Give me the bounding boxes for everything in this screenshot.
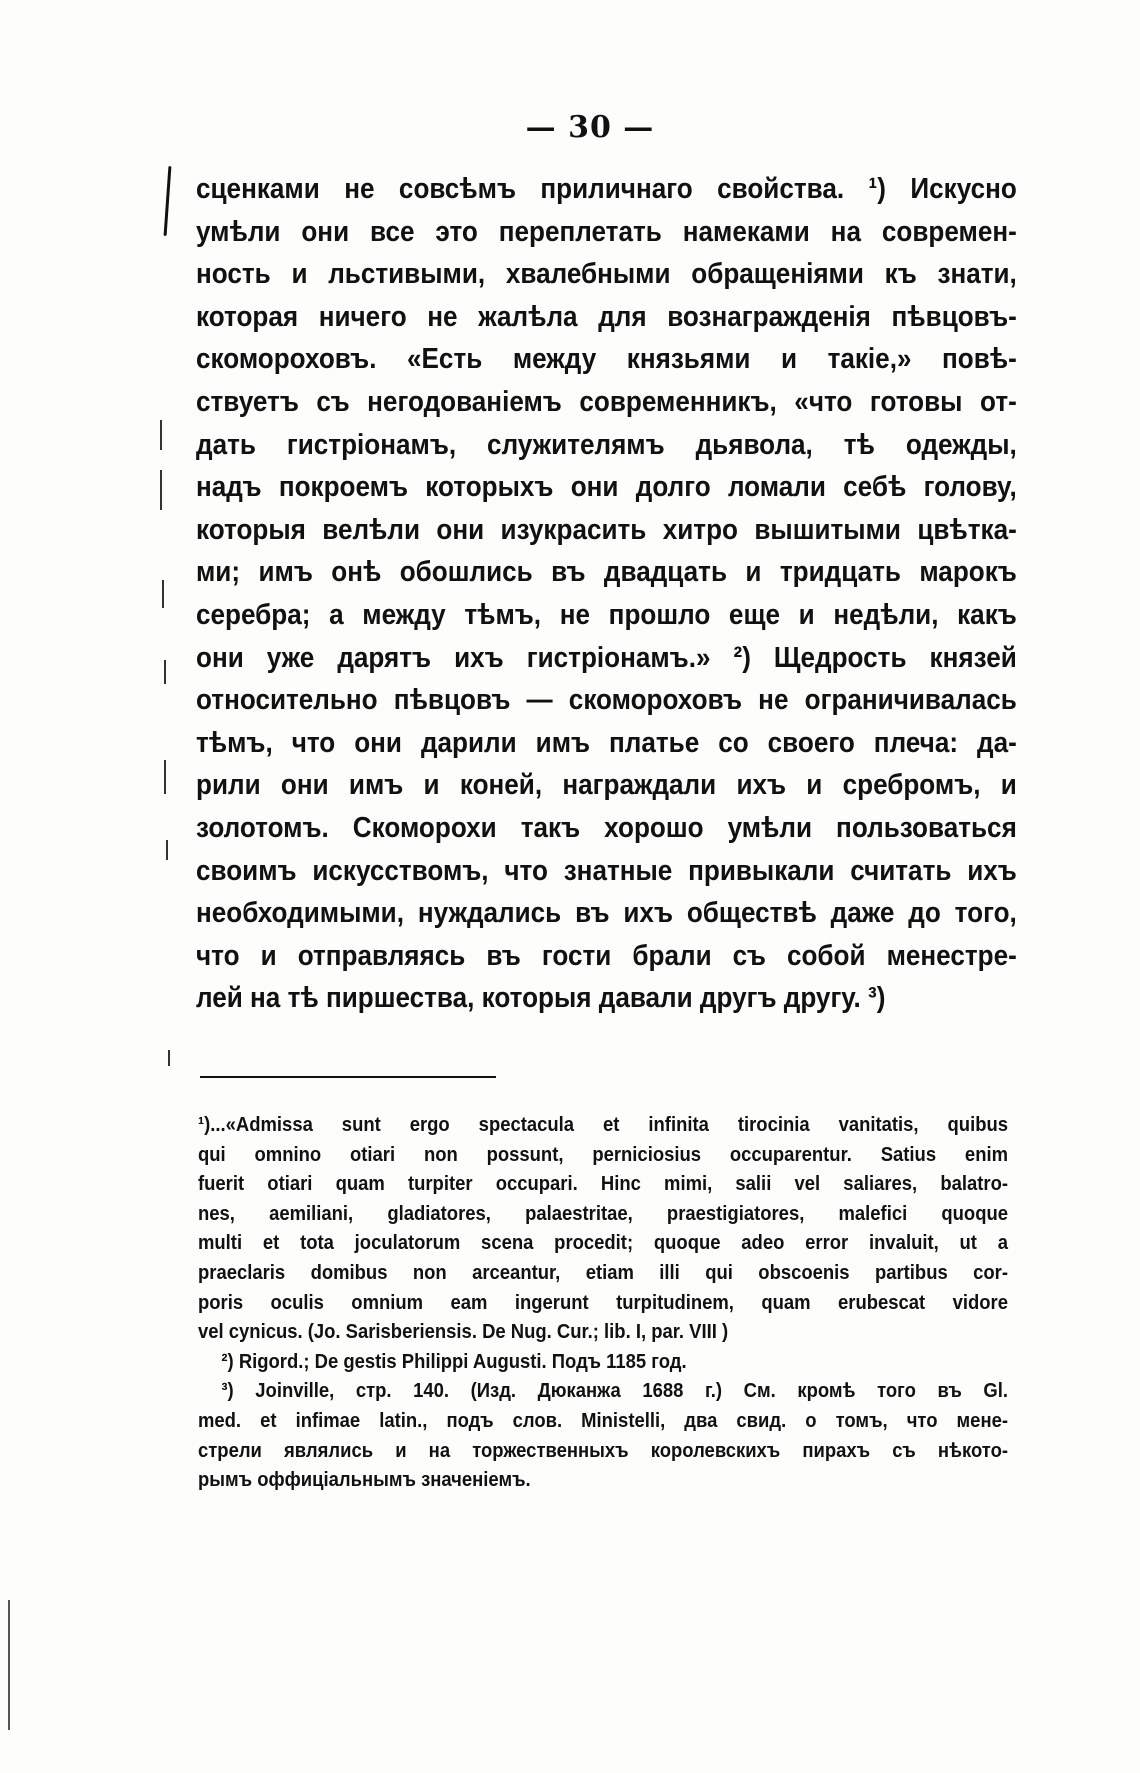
text-line: тѣмъ, что они дарили имъ платье со своего плеча: да- bbox=[196, 726, 1017, 759]
scan-mark bbox=[164, 760, 166, 794]
footnote-line: poris oculis omnium eam ingerunt turpitudinem, quam erubescat vidore bbox=[198, 1290, 1008, 1314]
text-line: ность и льстивыми, хвалебными обращеніями къ знати, bbox=[196, 258, 1017, 291]
text-line: которыя велѣли они изукрасить хитро вышитыми цвѣтка- bbox=[196, 513, 1017, 546]
text-line: лей на тѣ пиршества, которыя давали другъ другу. ³) bbox=[196, 982, 886, 1015]
text-line: надъ покроемъ которыхъ они долго ломали себѣ голову, bbox=[196, 471, 1017, 504]
footnote-line: ³) Joinville, стр. 140. (Изд. Дюканжа 1688 г.) См. кромѣ того въ Gl. bbox=[221, 1379, 1008, 1403]
page-number: — 30 — bbox=[525, 110, 655, 145]
text-line: сценками не совсѣмъ приличнаго свойства. ¹) Искусно bbox=[196, 173, 1017, 205]
text-line: ми; имъ онѣ обошлись въ двадцать и тридцать марокъ bbox=[196, 556, 1017, 589]
footnote-line: fuerit otiari quam turpiter occupari. Hinc mimi, salii vel saliares, balatro- bbox=[198, 1172, 1008, 1196]
text-line: которая ничего не жалѣла для вознагражденія пѣвцовъ- bbox=[196, 300, 1017, 333]
text-line: рили они имъ и коней, награждали ихъ и сребромъ, и bbox=[196, 769, 1017, 802]
footnote-line: стрели являлись и на торжественныхъ королевскихъ пирахъ съ нѣкото- bbox=[198, 1438, 1008, 1462]
scan-mark bbox=[168, 1050, 170, 1066]
text-line: необходимыми, нуждались въ ихъ обществѣ даже до того, bbox=[196, 897, 1017, 930]
scan-mark bbox=[160, 470, 162, 510]
footnote-line: med. et infimae latin., подъ слов. Ministelli, два свид. о томъ, что мене- bbox=[198, 1408, 1008, 1432]
text-line: умѣли они все это переплетать намеками на современ- bbox=[196, 215, 1017, 248]
footnote-line: ²) Rigord.; De gestis Philippi Augusti. Подъ 1185 год. bbox=[221, 1349, 687, 1373]
scan-mark bbox=[164, 660, 166, 684]
footnote-line: рымъ оффиціальнымъ значеніемъ. bbox=[198, 1468, 531, 1492]
text-line: серебра; а между тѣмъ, не прошло еще и недѣли, какъ bbox=[196, 598, 1017, 631]
footnote-rule bbox=[200, 1076, 496, 1078]
footnotes bbox=[198, 1110, 1008, 1495]
scan-mark bbox=[160, 420, 162, 450]
footnote-line: ¹)...«Admissa sunt ergo spectacula et infinita tirocinia vanitatis, quibus bbox=[198, 1113, 1008, 1136]
footnote-line: praeclaris domibus non arceantur, etiam illi qui obscoenis partibus cor- bbox=[198, 1260, 1008, 1284]
main-text bbox=[196, 168, 1017, 1020]
text-line: скомороховъ. «Есть между князьями и такіе,» повѣ- bbox=[196, 343, 1017, 376]
text-line: ствуетъ съ негодованіемъ современникъ, «что готовы от- bbox=[196, 385, 1017, 418]
scan-mark bbox=[166, 840, 168, 860]
text-line: они уже дарятъ ихъ гистріонамъ.» ²) Щедрость князей bbox=[196, 641, 1017, 674]
footnote-line: multi et tota joculatorum scena procedit; quoque adeo error invaluit, ut a bbox=[198, 1231, 1008, 1255]
margin-bracket bbox=[164, 166, 172, 236]
scan-mark bbox=[8, 1600, 10, 1730]
footnote-line: qui omnino otiari non possunt, perniciosius occuparentur. Satius enim bbox=[198, 1142, 1008, 1166]
text-line: что и отправляясь въ гости брали съ собой менестре- bbox=[196, 939, 1017, 972]
footnote-line: vel cynicus. (Jo. Sarisberiensis. De Nug. Cur.; lib. I, par. VIII ) bbox=[198, 1320, 729, 1344]
text-line: золотомъ. Скоморохи такъ хорошо умѣли пользоваться bbox=[196, 811, 1017, 844]
scan-mark bbox=[162, 580, 164, 608]
footnote-line: nes, aemiliani, gladiatores, palaestritae, praestigiatores, malefici quoque bbox=[198, 1201, 1008, 1225]
text-line: своимъ искусствомъ, что знатные привыкали считать ихъ bbox=[196, 854, 1017, 887]
text-line: относительно пѣвцовъ — скомороховъ не ограничивалась bbox=[196, 684, 1017, 717]
text-line: дать гистріонамъ, служителямъ дьявола, тѣ одежды, bbox=[196, 428, 1017, 461]
